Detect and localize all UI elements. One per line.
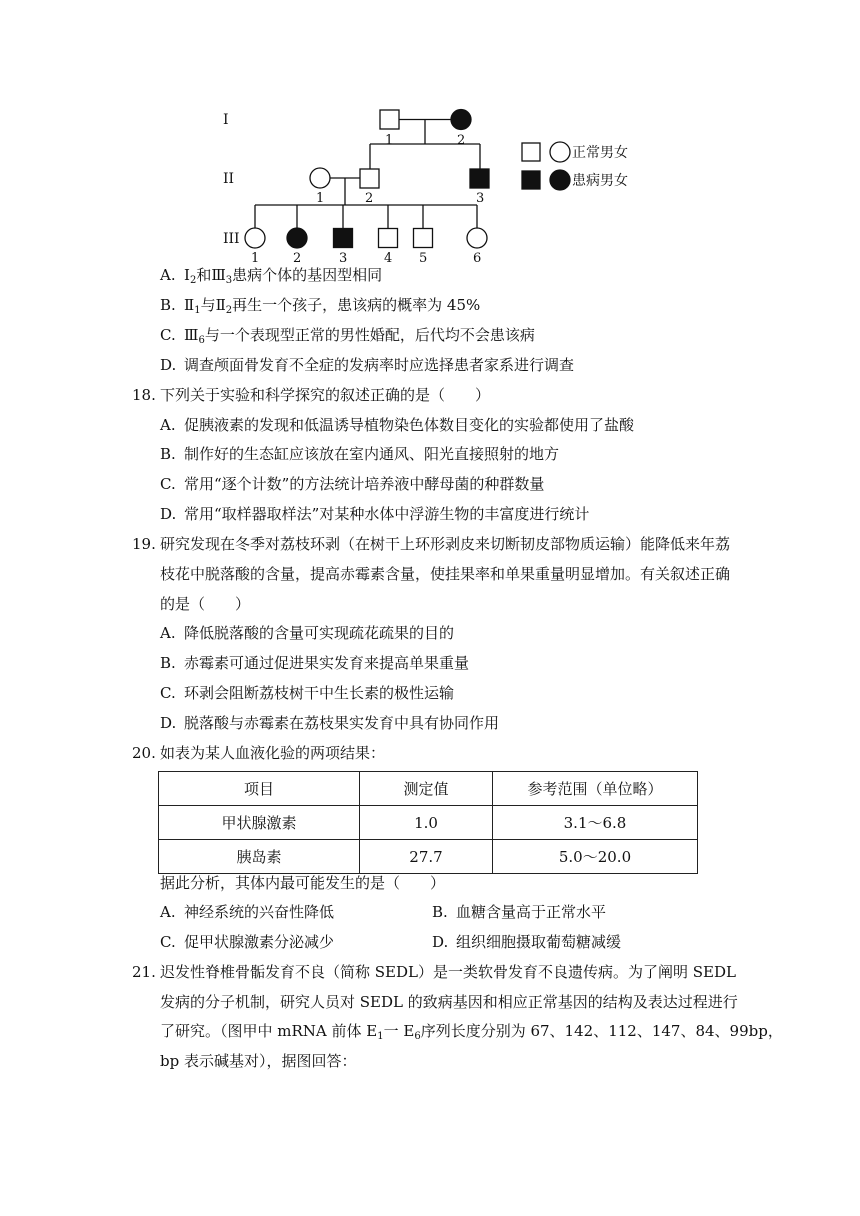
pedigree-II-1-normal-female <box>310 168 330 188</box>
q18-option-d: D. 常用“取样器取样法”对某种水体中浮游生物的丰富度进行统计 <box>160 505 590 523</box>
legend-normal-label: 正常男女 <box>572 145 628 161</box>
pedigree-II-3-affected-male <box>470 169 489 188</box>
num-II-3: 3 <box>476 191 485 206</box>
pedigree-I-2-affected-female <box>451 110 471 130</box>
table-cell: 27.7 <box>360 840 493 874</box>
gen-label-I: I <box>223 112 229 128</box>
num-III-3: 3 <box>339 251 348 265</box>
table-header-cell: 项目 <box>159 772 360 806</box>
num-III-6: 6 <box>473 251 482 265</box>
q19-stem-line-3: 的是（ ） <box>160 595 251 613</box>
pedigree-III-5-normal-male <box>414 229 433 248</box>
q18-option-a: A. 促胰液素的发现和低温诱导植物染色体数目变化的实验都使用了盐酸 <box>160 416 635 434</box>
table-row <box>159 806 698 840</box>
q18-option-b: B. 制作好的生态缸应该放在室内通风、阳光直接照射的地方 <box>160 445 560 463</box>
legend-affected-label: 患病男女 <box>572 173 628 189</box>
table-cell: 3.1～6.8 <box>493 806 698 840</box>
pedigree-III-6-normal-female <box>467 228 487 248</box>
q17-option-c: C. $Ⅲ_6$与一个表现型正常的男性婚配，后代均不会患该病 <box>160 326 535 346</box>
num-II-2: 2 <box>365 191 374 206</box>
num-I-1: 1 <box>385 133 394 148</box>
table-cell: 1.0 <box>360 806 493 840</box>
num-III-5: 5 <box>419 251 428 265</box>
q17-option-a: A. $Ⅰ_2$和$Ⅲ_3$患病个体的基因型相同 <box>160 266 383 286</box>
pedigree-II-2-normal-male <box>360 169 379 188</box>
q19-stem-line-1: 19. 研究发现在冬季对荔枝环剥（在树干上环形剥皮来切断韧皮部物质运输）能降低来年荔 <box>132 535 731 553</box>
table-cell: 胰岛素 <box>159 840 360 874</box>
table-row <box>159 840 698 874</box>
legend-normal-male-icon <box>522 143 540 161</box>
table-header-cell: 参考范围（单位略） <box>493 772 698 806</box>
q19-option-b: B. 赤霉素可通过促进果实发育来提高单果重量 <box>160 654 470 672</box>
pedigree-III-4-normal-male <box>379 229 398 248</box>
q20-option-a: A. 神经系统的兴奋性降低 <box>160 903 335 921</box>
q19-option-c: C. 环剥会阻断荔枝树干中生长素的极性运输 <box>160 684 455 702</box>
blood-test-table <box>158 771 698 874</box>
q21-line-1: 21. 迟发性脊椎骨骺发育不良（简称 SEDL）是一类软骨发育不良遗传病。为了阐明 SEDL <box>132 963 736 981</box>
q18-option-c: C. 常用“逐个计数”的方法统计培养液中酵母菌的种群数量 <box>160 475 545 493</box>
q20-options-row-1 <box>0 902 860 922</box>
q17-option-b: B. $Ⅱ_1$与$Ⅱ_2$再生一个孩子，患该病的概率为 45% <box>160 296 481 316</box>
num-III-1: 1 <box>251 251 260 265</box>
gen-label-III: III <box>223 231 240 247</box>
table-header-row <box>159 772 698 806</box>
table-cell: 甲状腺激素 <box>159 806 360 840</box>
num-I-2: 2 <box>457 133 466 148</box>
legend-affected-male-icon <box>522 171 540 189</box>
pedigree-chart <box>215 100 675 265</box>
q18-stem: 18. 下列关于实验和科学探究的叙述正确的是（ ） <box>132 386 491 404</box>
gen-label-II: II <box>223 171 235 187</box>
q20-option-c: C. 促甲状腺激素分泌减少 <box>160 933 335 951</box>
pedigree-III-1-normal-female <box>245 228 265 248</box>
q20-options-row-2 <box>0 932 860 952</box>
q21-line-4: bp 表示碱基对），据图回答： <box>160 1052 357 1070</box>
q20-option-b: B. 血糖含量高于正常水平 <box>432 903 607 921</box>
q20-stem: 20. 如表为某人血液化验的两项结果： <box>132 744 386 762</box>
q17-option-d: D. 调查颅面骨发育不全症的发病率时应选择患者家系进行调查 <box>160 356 575 374</box>
q19-stem-line-2: 枝花中脱落酸的含量，提高赤霉素含量，使挂果率和单果重量明显增加。有关叙述正确 <box>160 565 731 583</box>
q21-line-2: 发病的分子机制，研究人员对 SEDL 的致病基因和相应正常基因的结构及表达过程进行 <box>160 993 738 1011</box>
table-cell: 5.0～20.0 <box>493 840 698 874</box>
q21-line-3: 了研究。（图甲中 mRNA 前体 $E_1$一 $E_6$序列长度分别为 67、142、112、147、84、99bp， <box>160 1022 783 1042</box>
legend-affected-female-icon <box>550 170 570 190</box>
q20-option-d: D. 组织细胞摄取葡萄糖减缓 <box>432 933 622 951</box>
legend-normal-female-icon <box>550 142 570 162</box>
pedigree-III-2-affected-female <box>287 228 307 248</box>
num-III-4: 4 <box>384 251 393 265</box>
q20-follow-text: 据此分析，其体内最可能发生的是（ ） <box>160 874 446 892</box>
q19-option-d: D. 脱落酸与赤霉素在荔枝果实发育中具有协同作用 <box>160 714 500 732</box>
num-II-1: 1 <box>316 191 325 206</box>
q19-option-a: A. 降低脱落酸的含量可实现疏花疏果的目的 <box>160 624 455 642</box>
table-header-cell: 测定值 <box>360 772 493 806</box>
pedigree-I-1-normal-male <box>380 110 399 129</box>
num-III-2: 2 <box>293 251 302 265</box>
pedigree-III-3-affected-male <box>334 229 353 248</box>
